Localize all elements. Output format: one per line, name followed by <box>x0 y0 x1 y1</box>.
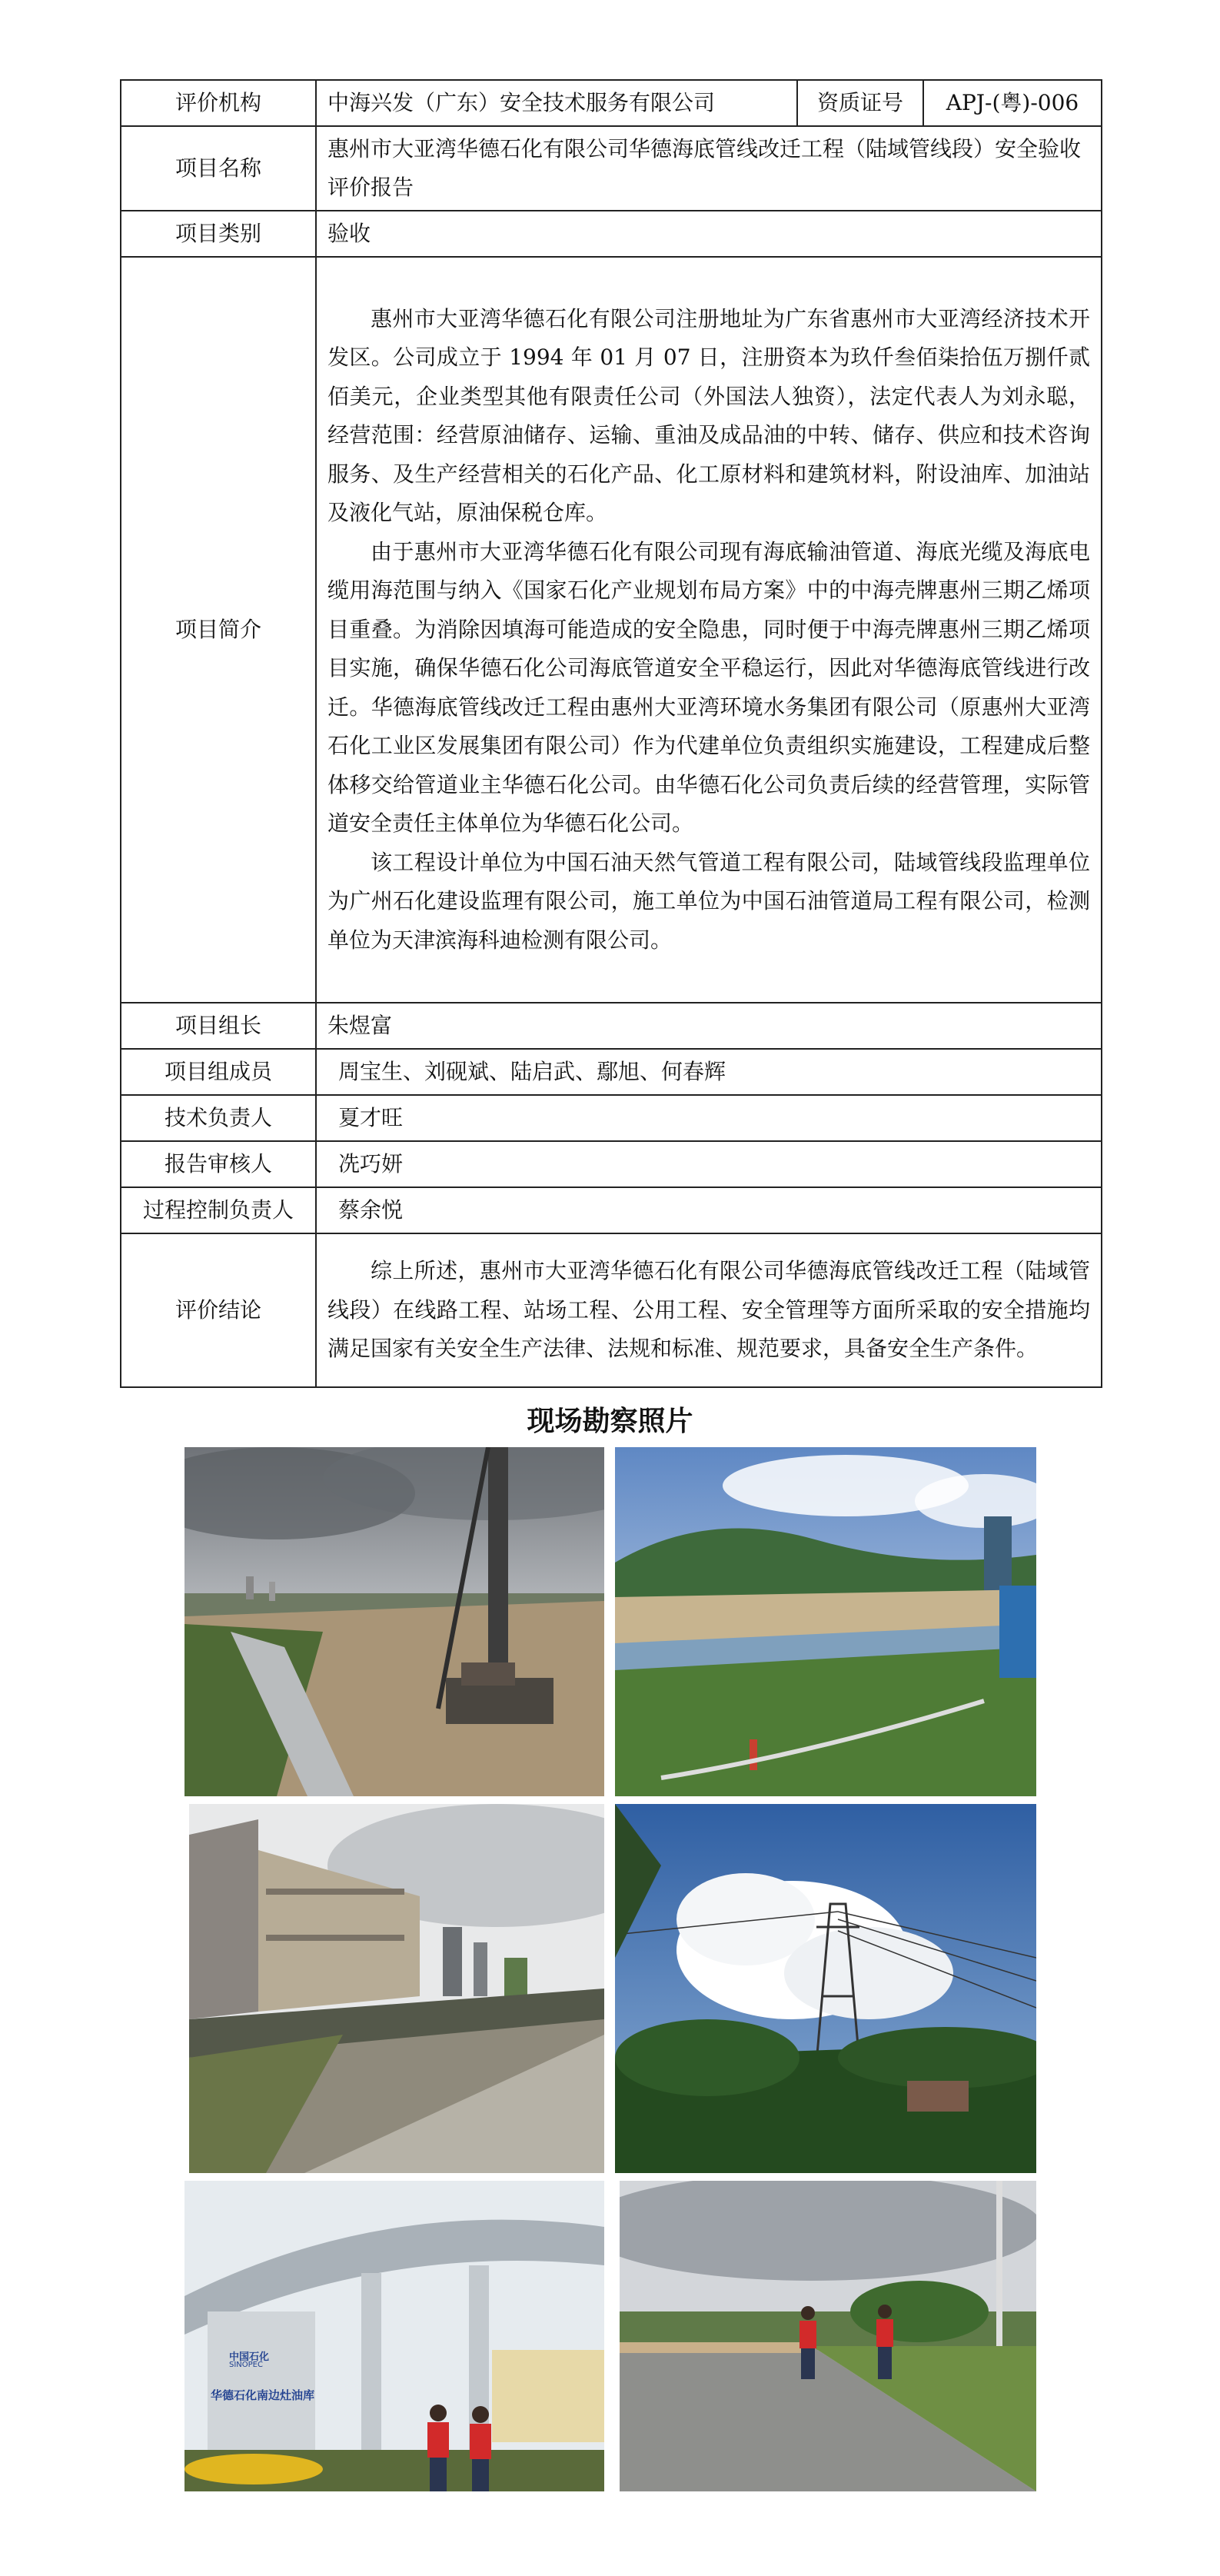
row-name <box>121 126 1102 211</box>
leader-value: 朱煜富 <box>316 1003 1102 1049</box>
row-intro <box>121 257 1102 1003</box>
tech-value <box>316 1095 1102 1141</box>
intro-paragraph: 惠州市大亚湾华德石化有限公司注册地址为广东省惠州市大亚湾经济技术开发区。公司成立于 1994 年 01 月 07 日，注册资本为玖仟叁佰柒拾伍万捌仟贰佰美元，企业类型其他有限责任公司（外国法人独资），法定代表人为刘永聪，经营范围：经营原油储存、运输、重油及成品油的中转、储存、供应和技术咨询服务、及生产经营相关的石化产品、化工原材料和建筑材料，附设油库、加油站及液化气站，原油保税仓库。 <box>327 305 1090 526</box>
row-leader <box>121 1003 1102 1049</box>
report-info-table-wrapper <box>120 79 1101 1388</box>
depot-sign-text: 华德石化南边灶油库 <box>211 2388 315 2402</box>
type-value: 验收 <box>316 211 1102 257</box>
type-label: 项目类别 <box>121 211 316 257</box>
process-label: 过程控制负责人 <box>121 1187 316 1233</box>
conclusion-label: 评价结论 <box>121 1233 316 1387</box>
intro-paragraph: 由于惠州市大亚湾华德石化有限公司现有海底输油管道、海底光缆及海底电缆用海范围与纳入《国家石化产业规划布局方案》中的中海壳牌惠州三期乙烯项目重叠。为消除因填海可能造成的安全隐患，同时便于中海壳牌惠州三期乙烯项目实施，确保华德石化公司海底管道安全平稳运行，因此对华德海底管线进行改迁。华德海底管线改迁工程由惠州大亚湾环境水务集团有限公司（原惠州大亚湾石化工业区发展集团有限公司）作为代建单位负责组织实施建设，工程建成后整体移交给管道业主华德石化公司。由华德石化公司负责后续的经营管理，实际管道安全责任主体单位为华德石化公司。 <box>327 538 1090 837</box>
org-value: 中海兴发（广东）安全技术服务有限公司 <box>316 80 797 126</box>
name-label: 项目名称 <box>121 126 316 211</box>
tech-text: 夏才旺 <box>338 1105 404 1130</box>
reviewer-label: 报告审核人 <box>121 1141 316 1187</box>
site-photo-transmission-tower <box>615 1804 1036 2173</box>
intro-label: 项目简介 <box>121 257 316 1003</box>
conclusion-value <box>316 1233 1102 1387</box>
reviewer-text: 冼巧妍 <box>338 1151 404 1177</box>
row-members <box>121 1049 1102 1095</box>
site-photo-sinopec-gate <box>184 2181 604 2491</box>
intro-value <box>316 257 1102 1003</box>
members-text: 周宝生、刘砚斌、陆启武、鄢旭、何春辉 <box>338 1059 726 1084</box>
intro-paragraph: 该工程设计单位为中国石油天然气管道工程有限公司，陆域管线段监理单位为广州石化建设监理有限公司，施工单位为中国石油管道局工程有限公司，检测单位为天津滨海科迪检测有限公司。 <box>327 849 1090 953</box>
site-photo-drilling-rig <box>184 1447 604 1796</box>
row-tech <box>121 1095 1102 1141</box>
row-process <box>121 1187 1102 1233</box>
members-label: 项目组成员 <box>121 1049 316 1095</box>
process-text: 蔡余悦 <box>338 1197 404 1223</box>
conclusion-text: 综上所述，惠州市大亚湾华德石化有限公司华德海底管线改迁工程（陆域管线段）在线路工程、站场工程、公用工程、安全管理等方面所采取的安全措施均满足国家有关安全生产法律、法规和标准、规范要求，具备安全生产条件。 <box>327 1258 1090 1362</box>
cert-value: APJ-(粤)-006 <box>923 80 1102 126</box>
process-value <box>316 1187 1102 1233</box>
inspectors-figures-road <box>789 2296 904 2404</box>
sinopec-logo-text: 中国石化 <box>229 2351 270 2363</box>
photos-title: 现场勘察照片 <box>527 1406 693 1437</box>
tech-label: 技术负责人 <box>121 1095 316 1141</box>
org-label: 评价机构 <box>121 80 316 126</box>
reviewer-value <box>316 1141 1102 1187</box>
row-org <box>121 80 1102 126</box>
name-value: 惠州市大亚湾华德石化有限公司华德海底管线改迁工程（陆域管线段）安全验收评价报告 <box>316 126 1102 211</box>
report-info-table <box>120 79 1102 1388</box>
site-photo-road-inspectors <box>620 2181 1036 2491</box>
row-conclusion <box>121 1233 1102 1387</box>
row-type <box>121 211 1102 257</box>
site-photo-hills-fence <box>615 1447 1036 1796</box>
sinopec-logo-en: SINOPEC <box>229 2361 263 2369</box>
row-reviewer <box>121 1141 1102 1187</box>
leader-label: 项目组长 <box>121 1003 316 1049</box>
cert-label: 资质证号 <box>797 80 923 126</box>
inspectors-figures <box>415 2396 507 2491</box>
members-value <box>316 1049 1102 1095</box>
site-photo-buildings-road <box>189 1804 604 2173</box>
